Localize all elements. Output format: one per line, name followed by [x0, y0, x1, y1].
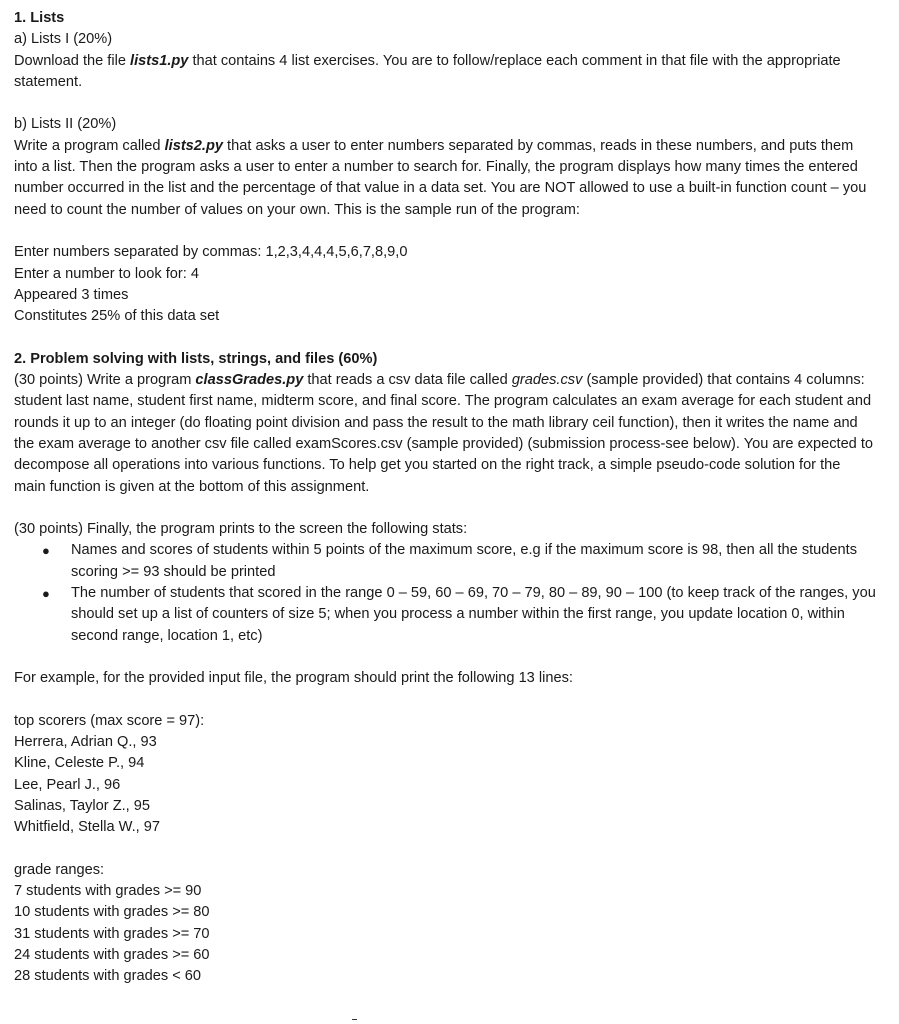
sample-run-line: Enter numbers separated by commas: 1,2,3,4,4,4,5,6,7,8,9,0 [14, 244, 408, 261]
grade-ranges-output [14, 860, 876, 988]
lists2-description: Write a program called lists2.py that asks a user to enter numbers separated by commas, reads in these numbers, and puts them into a list. Then the program asks a user to enter a number to search for. Finally, the program displays how many times the entered number occurred in the list and the percentage of that value in a data set. You are NOT allowed to use a built-in function count – you need to count the number of values on your own. This is the sample run of the program: [14, 137, 867, 218]
lists1-description: Download the file lists1.py that contains 4 list exercises. You are to follow/replace each comment in that file with the appropriate statement. [14, 52, 841, 90]
output-line: Salinas, Taylor Z., 95 [14, 797, 151, 814]
classgrades-filename: classGrades.py [195, 372, 304, 389]
sample-run-line: Constitutes 25% of this data set [14, 308, 220, 325]
stray-mark [352, 1019, 357, 1023]
sample-run-line: Enter a number to look for: 4 [14, 265, 199, 282]
top-scorers-output [14, 711, 876, 839]
output-line: 31 students with grades >= 70 [14, 925, 210, 942]
classgrades-description: (30 points) Write a program classGrades.py that reads a csv data file called grades.csv (sample provided) that contains 4 columns: student last name, student first name, midterm score, and final score. The program calculates an exam average for each student and rounds it up to an integer (do floating point division and pass the result to the math library ceil function), then it writes the name and the exam average to another csv file called examScores.csv (sample provided) (submission process-see below). You are expected to decompose all operations into various functions. To help get you started on the right track, a simple pseudo-code solution for the main function is given at the bottom of this assignment. [14, 372, 874, 495]
output-line: top scorers (max score = 97): [14, 712, 205, 729]
sample-run [14, 242, 876, 327]
stats-intro: (30 points) Finally, the program prints to the screen the following stats: [14, 521, 468, 538]
section1-heading: 1. Lists [14, 10, 65, 26]
output-line: 28 students with grades < 60 [14, 968, 202, 985]
output-line: Kline, Celeste P., 94 [14, 755, 145, 772]
output-line: Whitfield, Stella W., 97 [14, 819, 160, 836]
lists2-filename: lists2.py [164, 137, 223, 154]
sample-run-line: Appeared 3 times [14, 286, 129, 303]
list-item: ● The number of students that scored in the range 0 – 59, 60 – 69, 70 – 79, 80 – 89, 90 – 100 (to keep track of the ranges, you should set up a list of counters of size 5; when you process a number within the first range, you update location 0, within second range, location 1, etc) [42, 585, 876, 644]
section2-heading: 2. Problem solving with lists, strings, and files (60%) [14, 350, 378, 367]
output-line: grade ranges: [14, 861, 105, 878]
output-line: 24 students with grades >= 60 [14, 947, 210, 964]
output-line: 10 students with grades >= 80 [14, 904, 210, 921]
lists1-title: a) Lists I (20%) [14, 31, 113, 48]
lists2-title: b) Lists II (20%) [14, 116, 117, 133]
grades-csv-filename: grades.csv [511, 372, 583, 389]
list-item: ● Names and scores of students within 5 points of the maximum score, e.g if the maximum score is 98, then all the students scoring >= 93 should be printed [42, 542, 857, 580]
bullet-icon: ● [42, 586, 50, 602]
output-line: 7 students with grades >= 90 [14, 883, 202, 900]
example-intro: For example, for the provided input file, the program should print the following 13 lines: [14, 670, 573, 687]
bullet-icon: ● [42, 543, 50, 559]
output-line: Herrera, Adrian Q., 93 [14, 734, 157, 751]
lists1-filename: lists1.py [130, 52, 189, 69]
output-line: Lee, Pearl J., 96 [14, 776, 121, 793]
assignment-document [14, 8, 876, 988]
stats-bullet-list [14, 540, 876, 646]
